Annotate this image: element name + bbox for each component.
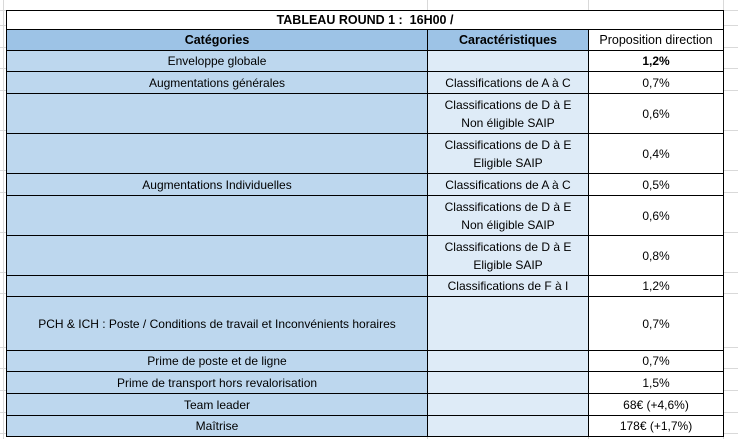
table-title-cell[interactable]: TABLEAU ROUND 1 : 16H00 / (7, 11, 724, 30)
caracteristique-line: Eligible SAIP (473, 257, 543, 272)
title-row (7, 11, 724, 30)
caracteristique-line: Classifications de F à I (447, 279, 569, 293)
header-proposition-direction[interactable]: Proposition direction (589, 30, 724, 51)
value-cell[interactable]: 0,7% (589, 72, 724, 94)
category-cell[interactable]: Maîtrise (7, 416, 428, 437)
category-cell[interactable]: PCH & ICH : Poste / Conditions de travail et Inconvénients horaires (7, 297, 428, 351)
gridline-vertical (3, 0, 4, 439)
table-row (7, 51, 724, 72)
category-cell[interactable] (7, 236, 428, 276)
caracteristique-line: Classifications de A à C (445, 75, 571, 90)
header-categories[interactable]: Catégories (7, 30, 428, 51)
table-row (7, 196, 724, 236)
category-cell[interactable]: Augmentations Individuelles (7, 174, 428, 196)
caracteristique-cell[interactable] (428, 372, 589, 394)
caracteristique-line: Non éligible SAIP (461, 217, 555, 232)
table-row (7, 72, 724, 94)
category-cell[interactable]: Prime de transport hors revalorisation (7, 372, 428, 394)
table-row (7, 297, 724, 351)
table-row (7, 94, 724, 134)
caracteristique-cell[interactable] (428, 51, 589, 72)
category-cell[interactable] (7, 276, 428, 297)
caracteristique-cell[interactable] (428, 297, 589, 351)
caracteristique-cell[interactable] (428, 196, 589, 236)
table-row (7, 134, 724, 174)
table-row (7, 416, 724, 437)
caracteristique-cell[interactable] (428, 236, 589, 276)
value-cell[interactable]: 1,5% (589, 372, 724, 394)
table-row (7, 236, 724, 276)
category-cell[interactable]: Team leader (7, 394, 428, 416)
caracteristique-line: Classifications de D à E (444, 97, 572, 112)
table-row (7, 394, 724, 416)
category-cell[interactable] (7, 134, 428, 174)
value-cell[interactable]: 0,4% (589, 134, 724, 174)
table-row (7, 174, 724, 196)
value-cell[interactable]: 0,6% (589, 94, 724, 134)
table-row (7, 351, 724, 372)
value-cell[interactable]: 68€ (+4,6%) (589, 394, 724, 416)
caracteristique-line: Classifications de A à C (445, 177, 571, 192)
caracteristique-cell[interactable] (428, 416, 589, 437)
header-row (7, 30, 724, 51)
header-caracteristiques[interactable]: Caractéristiques (428, 30, 589, 51)
round1-table (6, 10, 724, 437)
caracteristique-cell[interactable] (428, 351, 589, 372)
caracteristique-cell[interactable] (428, 134, 589, 174)
table-row (7, 372, 724, 394)
caracteristique-cell[interactable] (428, 72, 589, 94)
category-cell[interactable] (7, 196, 428, 236)
caracteristique-line: Eligible SAIP (473, 155, 543, 170)
category-cell[interactable]: Augmentations générales (7, 72, 428, 94)
category-cell[interactable] (7, 94, 428, 134)
value-cell[interactable]: 1,2% (589, 51, 724, 72)
caracteristique-line: Non éligible SAIP (461, 115, 555, 130)
value-cell[interactable]: 0,5% (589, 174, 724, 196)
value-cell[interactable]: 178€ (+1,7%) (589, 416, 724, 437)
category-cell[interactable]: Prime de poste et de ligne (7, 351, 428, 372)
table-row (7, 276, 724, 297)
value-cell[interactable]: 0,6% (589, 196, 724, 236)
value-cell[interactable]: 0,7% (589, 351, 724, 372)
caracteristique-line: Classifications de D à E (444, 199, 572, 214)
caracteristique-cell[interactable] (428, 276, 589, 297)
value-cell[interactable]: 0,7% (589, 297, 724, 351)
category-cell[interactable]: Enveloppe globale (7, 51, 428, 72)
caracteristique-cell[interactable] (428, 394, 589, 416)
value-cell[interactable]: 0,8% (589, 236, 724, 276)
caracteristique-line: Classifications de D à E (444, 239, 572, 254)
caracteristique-line: Classifications de D à E (444, 137, 572, 152)
caracteristique-cell[interactable] (428, 94, 589, 134)
caracteristique-cell[interactable] (428, 174, 589, 196)
value-cell[interactable]: 1,2% (589, 276, 724, 297)
